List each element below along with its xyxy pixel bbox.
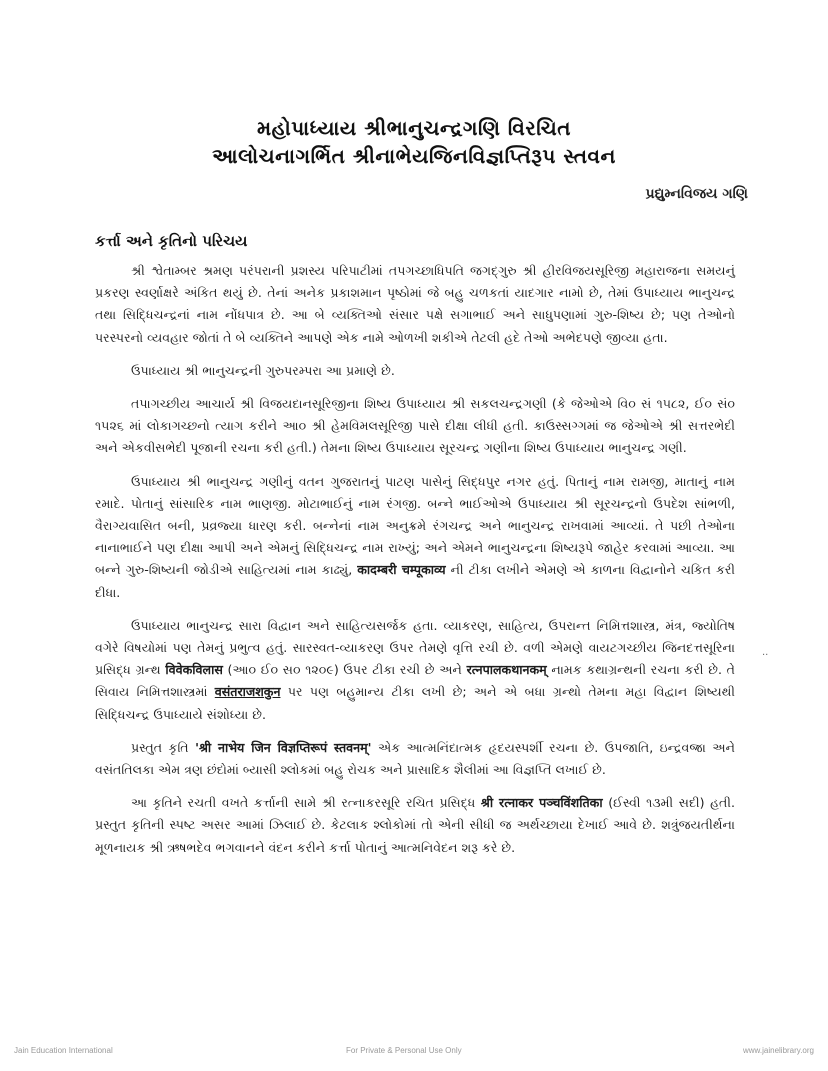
ratnapala-title: रत्नपालकथानकम् xyxy=(466,662,547,678)
paragraph-5-text-d: પર પણ બહુમાન્ય ટીકા લખી છે; અને એ બધા ગ્રન્થો તેમના મહા વિદ્વાન શિષ્યથી સિદ્ધિચન્દ્ર ઉપાધ્યાયે સંશોધ્યા છે. xyxy=(95,684,735,722)
footer-usage-note: For Private & Personal Use Only xyxy=(346,1046,462,1055)
paragraph-5-text-c: નામક કથાગ્રન્થની રચના કરી છે. તે સિવાય નિમિત્તશાસ્ત્રમાં xyxy=(95,662,735,700)
paragraph-5 xyxy=(95,615,735,726)
paragraph-6-text-a: પ્રસ્તુત કૃતિ xyxy=(131,739,196,755)
title-block xyxy=(0,114,828,170)
paragraph-2-text: ઉપાધ્યાય શ્રી ભાનુચન્દ્રની ગુરુપરમ્પરા આ પ્રમાણે છે. xyxy=(131,362,395,378)
ratnakara-title: श्री रत्नाकर पञ्चविंशतिका xyxy=(480,795,603,811)
paragraph-1 xyxy=(95,260,735,349)
footer-publisher: Jain Education International xyxy=(14,1046,113,1055)
vasantaraja-title: वसंतराजशकुन xyxy=(214,684,281,700)
paragraph-7-text-b: (ઈસ્વી ૧૩મી સદી) હતી. પ્રસ્તુત કૃતિની સ્પષ્ટ અસર આમાં ઝિલાઈ છે. કેટલાક શ્લોકોમાં તો એની સીધી જ અર્થચ્છાયા દેખાઈ આવે છે. શત્રુંજયતીર્થના મૂળનાયક શ્રી ઋષભદેવ ભગવાનને વંદન કરીને કર્ત્તા પોતાનું આત્મનિવેદન શરૂ કરે છે. xyxy=(95,795,735,855)
paragraph-5-text-a: ઉપાધ્યાય ભાનુચન્દ્ર સારા વિદ્વાન અને સાહિત્યસર્જક હતા. વ્યાકરણ, સાહિત્ય, ઉપરાન્ત નિમિત્તશાસ્ત્ર, મંત્ર, જ્યોતિષ વગેરે વિષયોમાં પણ તેમનું પ્રભુત્વ હતું. સારસ્વત-વ્યાકરણ ઉપર તેમણે વૃત્તિ રચી છે. વળી એમણે વાયટગચ્છીય જિનદત્તસૂરિના પ્રસિદ્ધ ગ્રન્થ xyxy=(95,617,735,678)
paragraph-6-text-b: એક આત્મનિંદાત્મક હૃદયસ્પર્શી રચના છે. ઉપજાતિ, ઇન્દ્રવજ્રા અને વસંતતિલકા એમ ત્રણ છંદોમાં બ્યાસી શ્લોકમાં બહુ રોચક અને પ્રાસાદિક શૈલીમાં આ વિજ્ઞપ્તિ લખાઈ છે. xyxy=(95,739,735,778)
paragraph-2 xyxy=(95,360,735,382)
paragraph-6 xyxy=(95,737,735,781)
paragraph-1-text: શ્રી શ્વેતામ્બર શ્રમણ પરંપરાની પ્રશસ્ય પરિપાટીમાં તપગચ્છાધિપતિ જગદ્ગુરુ શ્રી હીરવિજયસૂરિજી મહારાજના સમયનું પ્રકરણ સ્વર્ણાક્ષરે અંકિત થયું છે. તેનાં અનેક પ્રકાશમાન પૃષ્ઠોમાં જે બહુ ચળકતાં યાદગાર નામો છે, તેમાં ઉપાધ્યાય ભાનુચન્દ્ર તથા સિદ્ધિચન્દ્રનાં નામ નોંધપાત્ર છે. આ બે વ્યક્તિઓ સંસાર પક્ષે સગાભાઈ અને સાધુપણામાં ગુરુ-શિષ્ય છે; પણ તેઓનો પરસ્પરનો વ્યવહાર જોતાં તે બે વ્યક્તિને આપણે એક નામે ઓળખી શકીએ તેટલી હદે તેઓ અભેદપણે જીવ્યા હતા. xyxy=(95,263,735,345)
kadambari-title: कादम्बरी चम्पूकाव्य xyxy=(357,562,446,578)
paragraph-4-text-a: ઉપાધ્યાય શ્રી ભાનુચન્દ્ર ગણીનું વતન ગુજરાતનું પાટણ પાસેનું સિદ્ધપુર નગર હતું. પિતાનું નામ રામજી, માતાનું નામ રમાદે. પોતાનું સાંસારિક નામ ભાણજી. મોટાભાઈનું નામ રંગજી. બન્ને ભાઈઓએ ઉપાધ્યાય શ્રી સૂરચન્દ્રનો ઉપદેશ સાંભળી, વૈરાગ્યવાસિત બની, પ્રવ્રજ્યા ધારણ કરી. બન્નેનાં નામ અનુક્રમે રંગચન્દ્ર અને ભાનુચન્દ્ર રાખવામાં આવ્યાં. તે પછી તેઓના નાનાભાઈને પણ દીક્ષા આપી અને એમનું સિદ્ધિચન્દ્ર નામ રાખ્યું; અને એમને ભાનુચન્દ્રના શિષ્યરૂપે જાહેર કરવામાં આવ્યા. આ બન્ને ગુરુ-શિષ્યની જોડીએ સાહિત્યમાં નામ કાઢ્યું, xyxy=(95,473,735,578)
paragraph-7-text-a: આ કૃતિને રચતી વખતે કર્ત્તાની સામે શ્રી રત્નાકરસૂરિ રચિત પ્રસિદ્ધ xyxy=(131,795,481,811)
paragraph-7 xyxy=(95,792,735,859)
vivekavilasa-title: विवेकविलास xyxy=(165,662,223,678)
title-line-1: મહોપાધ્યાય શ્રીભાનુચન્દ્રગણિ વિરચિત xyxy=(256,116,572,140)
footer-website-link[interactable]: www.jainelibrary.org xyxy=(743,1046,814,1055)
title-line-2: આલોચનાગર્ભિત શ્રીનાભેયજિનવિજ્ઞપ્તિરૂપ સ્તવન xyxy=(212,144,616,168)
paragraph-4-text-b: ની ટીકા લખીને એમણે એ કાળના વિદ્વાનોને ચકિત કરી દીધા. xyxy=(95,562,736,600)
paragraph-3 xyxy=(95,393,735,460)
stray-mark: ·· xyxy=(762,650,769,661)
body-text xyxy=(95,260,735,870)
paragraph-3-text: તપાગચ્છીય આચાર્ય શ્રી વિજયદાનસૂરિજીના શિષ્ય ઉપાધ્યાય શ્રી સકલચન્દ્રગણી (કે જેઓએ વિ૦ સં ૧૫૮૨, ઈ૦ સં૦ ૧૫૨૬ માં લોકાગચ્છનો ત્યાગ કરીને આ૦ શ્રી હેમવિમલસૂરિજી પાસે દીક્ષા લીધી હતી. કાઉસ્સગ્ગમાં જ જેઓએ શ્રી સત્તરભેદી અને એકવીસભેદી પૂજાની રચના કરી હતી.) તેમના શિષ્ય ઉપાધ્યાય સૂરચન્દ્ર ગણીના શિષ્ય ઉપાધ્યાય ભાનુચન્દ્ર ગણી. xyxy=(95,396,735,456)
page-footer xyxy=(0,1046,828,1062)
section-heading: કર્ત્તા અને કૃતિનો પરિચય xyxy=(95,232,248,250)
paragraph-4 xyxy=(95,471,735,604)
author-name: પ્રદ્યુમ્નવિજય ગણિ xyxy=(645,186,748,202)
paragraph-5-text-b: (આ૦ ઈ૦ સ૦ ૧૨૦૯) ઉપર ટીકા રચી છે અને xyxy=(222,662,467,678)
stavanam-title: 'श्री नाभेय जिन विज्ञप्तिरूपं स्तवनम्' xyxy=(195,739,372,755)
